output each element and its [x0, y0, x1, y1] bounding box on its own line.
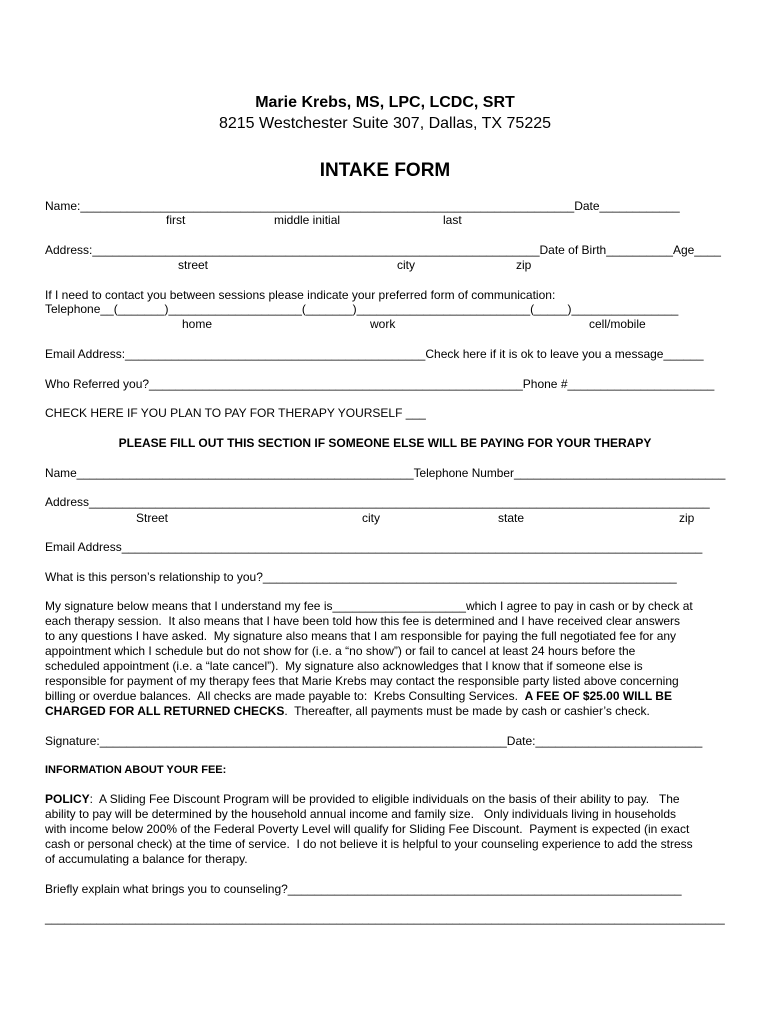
fee-info-heading: INFORMATION ABOUT YOUR FEE:: [45, 764, 227, 776]
telephone-field[interactable]: Telephone__(_______)____________________(_______)__________________________(_____)________________: [45, 302, 679, 316]
agreement-line: scheduled appointment (i.e. a “late cancel”). My signature also acknowledges that I know that if someone else is: [45, 659, 643, 673]
agreement-line: [45, 689, 727, 704]
policy-line: ability to pay will be determined by the household annual income and family size. Only individuals living in households: [45, 807, 677, 821]
returned-check-fee-notice-cont: CHARGED FOR ALL RETURNED CHECKS: [45, 704, 285, 718]
payer-state-label: state: [498, 511, 525, 525]
policy-text: : A Sliding Fee Discount Program will be provided to eligible individuals on the basis of their ability to pay. The: [89, 792, 680, 806]
policy-line: of accumulating a balance for therapy.: [45, 852, 248, 866]
name-first-label: first: [166, 213, 186, 227]
payer-city-label: city: [362, 511, 380, 525]
payer-street-label: Street: [136, 511, 169, 525]
telephone-cell-label: cell/mobile: [589, 317, 646, 331]
policy-label: POLICY: [45, 792, 90, 806]
fee-agreement-paragraph: [45, 599, 727, 719]
name-field[interactable]: Name:__________________________________________________________________________Date____________: [45, 199, 680, 213]
policy-line: [45, 792, 727, 807]
agreement-line: [45, 704, 727, 719]
self-pay-checkbox[interactable]: CHECK HERE IF YOU PLAN TO PAY FOR THERAPY YOURSELF ___: [45, 406, 426, 420]
agreement-line: to any questions I have asked. My signature also means that I am responsible for paying the full negotiated fee for any: [45, 629, 677, 643]
agreement-text: billing or overdue balances. All checks are made payable to: Krebs Consulting Services.: [45, 689, 525, 703]
form-title: INTAKE FORM: [319, 160, 451, 181]
sliding-fee-policy: [45, 792, 727, 867]
agreement-line: responsible for payment of my therapy fees that Marie Krebs may contact the responsible party listed above concerning: [45, 674, 679, 688]
policy-line: with income below 200% of the Federal Poverty Level will qualify for Sliding Fee Discount. Payment is expected (in exact: [45, 822, 690, 836]
payer-email-field[interactable]: Email Address_______________________________________________________________________________________: [45, 540, 703, 554]
referred-by-field[interactable]: Who Referred you?________________________________________________________Phone #______________________: [45, 377, 715, 391]
name-middle-label: middle initial: [274, 213, 341, 227]
agreement-line: each therapy session. It also means that I have been told how this fee is determined and I have received clear answers: [45, 614, 681, 628]
practitioner-name: Marie Krebs, MS, LPC, LCDC, SRT: [255, 94, 515, 111]
agreement-line: appointment which I schedule but do not show for (i.e. a “no show”) or fail to cancel at least 24 hours before the: [45, 644, 636, 658]
third-party-heading: PLEASE FILL OUT THIS SECTION IF SOMEONE ELSE WILL BE PAYING FOR YOUR THERAPY: [118, 436, 652, 450]
relationship-field[interactable]: What is this person’s relationship to you?______________________________________________________________: [45, 570, 677, 584]
returned-check-fee-notice: A FEE OF $25.00 WILL BE: [524, 689, 672, 703]
payer-zip-label: zip: [679, 511, 695, 525]
name-last-label: last: [443, 213, 462, 227]
counseling-reason-continuation[interactable]: _________________________________________________________________________________________________________: [45, 911, 725, 925]
telephone-home-label: home: [182, 317, 213, 331]
address-city-label: city: [397, 258, 415, 272]
agreement-text: . Thereafter, all payments must be made by cash or cashier’s check.: [284, 704, 650, 718]
signature-field[interactable]: Signature:_____________________________________________________________Date:_________________________: [45, 734, 703, 748]
payer-name-field[interactable]: Name___________________________________________________Telephone Number________________________________: [45, 466, 726, 480]
policy-line: cash or personal check) at the time of service. I do not believe it is helpful to your counseling experience to add the stress: [45, 837, 693, 851]
practice-address: 8215 Westchester Suite 307, Dallas, TX 75225: [218, 115, 552, 132]
address-street-label: street: [178, 258, 209, 272]
counseling-reason-field[interactable]: Briefly explain what brings you to counseling?___________________________________________________________: [45, 882, 682, 896]
email-field[interactable]: Email Address:_____________________________________________Check here if it is ok to leave you a message______: [45, 347, 704, 361]
agreement-line: My signature below means that I understand my fee is____________________which I agree to pay in cash or by check at: [45, 599, 693, 613]
contact-preference-text: If I need to contact you between sessions please indicate your preferred form of communication:: [45, 288, 556, 302]
payer-address-field[interactable]: Address_____________________________________________________________________________________________: [45, 495, 710, 509]
address-field[interactable]: Address:___________________________________________________________________Date of Birth__________Age____: [45, 243, 721, 257]
address-zip-label: zip: [516, 258, 532, 272]
telephone-work-label: work: [370, 317, 396, 331]
